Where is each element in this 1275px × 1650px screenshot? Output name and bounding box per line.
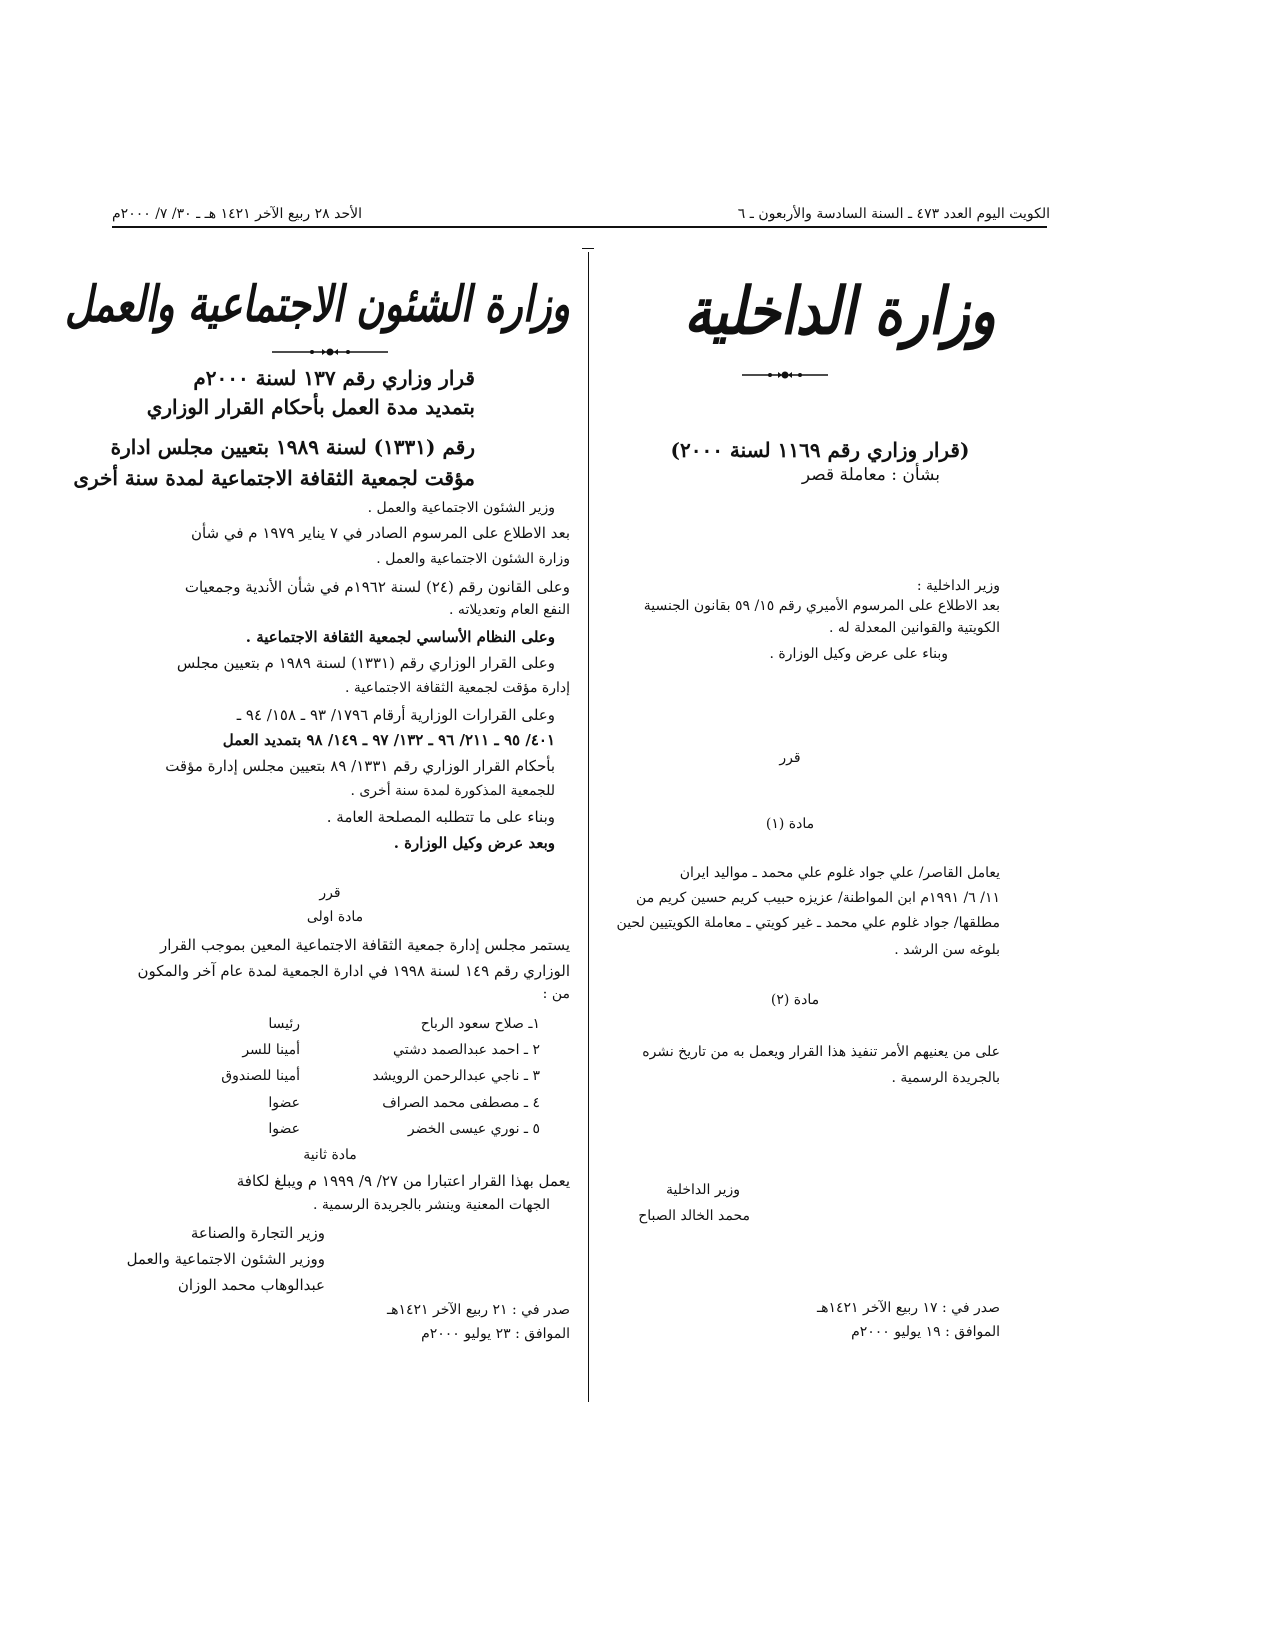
social-article1-line: الوزاري رقم ١٤٩ لسنة ١٩٩٨ في ادارة الجمعية لمدة عام آخر والمكون	[137, 962, 570, 980]
social-preamble-line: إدارة مؤقت لجمعية الثقافة الاجتماعية .	[345, 680, 570, 696]
interior-issued-date: صدر في : ١٧ ربيع الآخر ١٤٢١هـ	[817, 1300, 1000, 1316]
social-preamble-line: بعد الاطلاع على المرسوم الصادر في ٧ يناير ١٩٧٩ م في شأن	[190, 524, 570, 542]
social-preamble-line: النفع العام وتعديلاته .	[449, 602, 570, 618]
header-rule	[112, 226, 1047, 228]
social-preamble-line: وزير الشئون الاجتماعية والعمل .	[367, 500, 555, 516]
interior-decree-title: (قرار وزاري رقم ١١٦٩ لسنة ٢٠٠٠)	[670, 438, 970, 462]
member-name: ٥ ـ نوري عيسى الخضر	[407, 1121, 540, 1137]
member-name: ٢ ـ احمد عبدالصمد دشتي	[393, 1042, 540, 1058]
social-preamble-line: وعلى القانون رقم (٢٤) لسنة ١٩٦٢م في شأن الأندية وجمعيات	[184, 578, 570, 596]
social-preamble-line: ٤٠١/ ٩٥ ـ ٢١١/ ٩٦ ـ ١٣٢/ ٩٧ ـ ١٤٩/ ٩٨ بتمديد العمل	[222, 731, 555, 749]
social-signature-name: عبدالوهاب محمد الوزان	[177, 1276, 325, 1294]
member-name: ٤ ـ مصطفى محمد الصراف	[382, 1095, 540, 1111]
column-divider	[588, 252, 589, 1402]
interior-preamble-1: وزير الداخلية :	[916, 578, 1000, 594]
member-role: عضوا	[268, 1121, 300, 1137]
interior-article1-line: مطلقها/ جواد غلوم علي محمد ـ غير كويتي ـ معاملة الكويتيين لحين	[616, 915, 1000, 931]
social-article1-line: يستمر مجلس إدارة جمعية الثقافة الاجتماعية المعين بموجب القرار	[160, 936, 570, 954]
interior-decree-subject: بشأن : معاملة قصر	[801, 465, 940, 485]
social-article1-title: مادة اولى	[306, 909, 364, 925]
ministry-of-interior-heading: وزارة الداخلية	[684, 273, 996, 350]
member-role: أمينا للصندوق	[221, 1068, 300, 1084]
social-decided: قرر	[319, 885, 341, 901]
ministry-of-social-affairs-heading: وزارة الشئون الاجتماعية والعمل	[64, 275, 570, 333]
social-preamble-line: وعلى القرارات الوزارية أرقام ١٧٩٦/ ٩٣ ـ ١٥٨/ ٩٤ ـ	[236, 706, 555, 724]
interior-corresponding-date: الموافق : ١٩ يوليو ٢٠٠٠م	[851, 1324, 1000, 1340]
interior-article1-line: ١١/ ٦/ ١٩٩١م ابن المواطنة/ عزيزه حبيب كريم حسين كريم من	[636, 890, 1000, 906]
social-corresponding-date: الموافق : ٢٣ يوليو ٢٠٠٠م	[421, 1326, 570, 1342]
member-role: أمينا للسر	[242, 1042, 300, 1058]
ornament-divider	[270, 345, 390, 359]
social-preamble-line: وبعد عرض وكيل الوزارة .	[393, 834, 555, 852]
interior-preamble-3: الكويتية والقوانين المعدلة له .	[828, 620, 1000, 636]
social-article1-line: من :	[542, 986, 570, 1002]
social-preamble-line: وزارة الشئون الاجتماعية والعمل .	[376, 551, 570, 567]
social-decree-title-line: رقم (١٣٣١) لسنة ١٩٨٩ بتعيين مجلس ادارة	[110, 435, 475, 459]
social-article2-line: يعمل بهذا القرار اعتبارا من ٢٧/ ٩/ ١٩٩٩ م ويبلغ لكافة	[236, 1172, 570, 1190]
social-preamble-line: وعلى القرار الوزاري رقم (١٣٣١) لسنة ١٩٨٩ م بتعيين مجلس	[176, 654, 555, 672]
member-name: ٣ ـ ناجي عبدالرحمن الرويشد	[372, 1068, 540, 1084]
social-decree-title-line: قرار وزاري رقم ١٣٧ لسنة ٢٠٠٠م	[193, 366, 475, 390]
member-role: عضوا	[268, 1095, 300, 1111]
social-decree-title-line: بتمديد مدة العمل بأحكام القرار الوزاري	[146, 395, 475, 419]
column-rule-tick	[582, 248, 594, 249]
ornament-divider	[740, 368, 830, 382]
interior-article2-line: على من يعنيهم الأمر تنفيذ هذا القرار ويعمل به من تاريخ نشره	[642, 1044, 1000, 1060]
interior-article2-title: مادة (٢)	[770, 992, 820, 1008]
header-date: الأحد ٢٨ ربيع الآخر ١٤٢١ هـ ـ ٣٠/ ٧/ ٢٠٠٠م	[112, 206, 362, 222]
interior-signature-name: محمد الخالد الصباح	[638, 1208, 750, 1224]
social-preamble-line: للجمعية المذكورة لمدة سنة أخرى .	[350, 783, 555, 799]
social-article2-line: الجهات المعنية وينشر بالجريدة الرسمية .	[312, 1197, 550, 1213]
interior-article1-line: يعامل القاصر/ علي جواد غلوم علي محمد ـ مواليد ايران	[679, 865, 1000, 881]
interior-preamble-2: بعد الاطلاع على المرسوم الأميري رقم ١٥/ ٥٩ بقانون الجنسية	[643, 598, 1000, 614]
interior-signature-title: وزير الداخلية	[665, 1182, 740, 1198]
header-issue-info: الكويت اليوم العدد ٤٧٣ ـ السنة السادسة والأربعون ـ ٦	[737, 206, 1050, 222]
social-signature-title: ووزير الشئون الاجتماعية والعمل	[126, 1250, 325, 1268]
social-preamble-line: وبناء على ما تتطلبه المصلحة العامة .	[326, 808, 555, 826]
interior-article2-line: بالجريدة الرسمية .	[891, 1070, 1000, 1086]
member-name: ١ـ صلاح سعود الرباح	[420, 1016, 540, 1032]
member-role: رئيسا	[268, 1016, 300, 1032]
social-signature-title: وزير التجارة والصناعة	[190, 1224, 325, 1242]
social-preamble-line: بأحكام القرار الوزاري رقم ١٣٣١/ ٨٩ بتعيين مجلس إدارة مؤقت	[165, 757, 555, 775]
interior-decided: قرر	[779, 750, 801, 766]
social-issued-date: صدر في : ٢١ ربيع الآخر ١٤٢١هـ	[387, 1302, 570, 1318]
social-decree-title-line: مؤقت لجمعية الثقافة الاجتماعية لمدة سنة أخرى	[73, 466, 475, 490]
social-preamble-line: وعلى النظام الأساسي لجمعية الثقافة الاجتماعية .	[245, 628, 555, 646]
social-article2-title: مادة ثانية	[303, 1147, 357, 1163]
interior-article1-title: مادة (١)	[765, 816, 815, 832]
interior-article1-line: بلوغه سن الرشد .	[894, 942, 1000, 958]
interior-preamble-4: وبناء على عرض وكيل الوزارة .	[769, 646, 948, 662]
